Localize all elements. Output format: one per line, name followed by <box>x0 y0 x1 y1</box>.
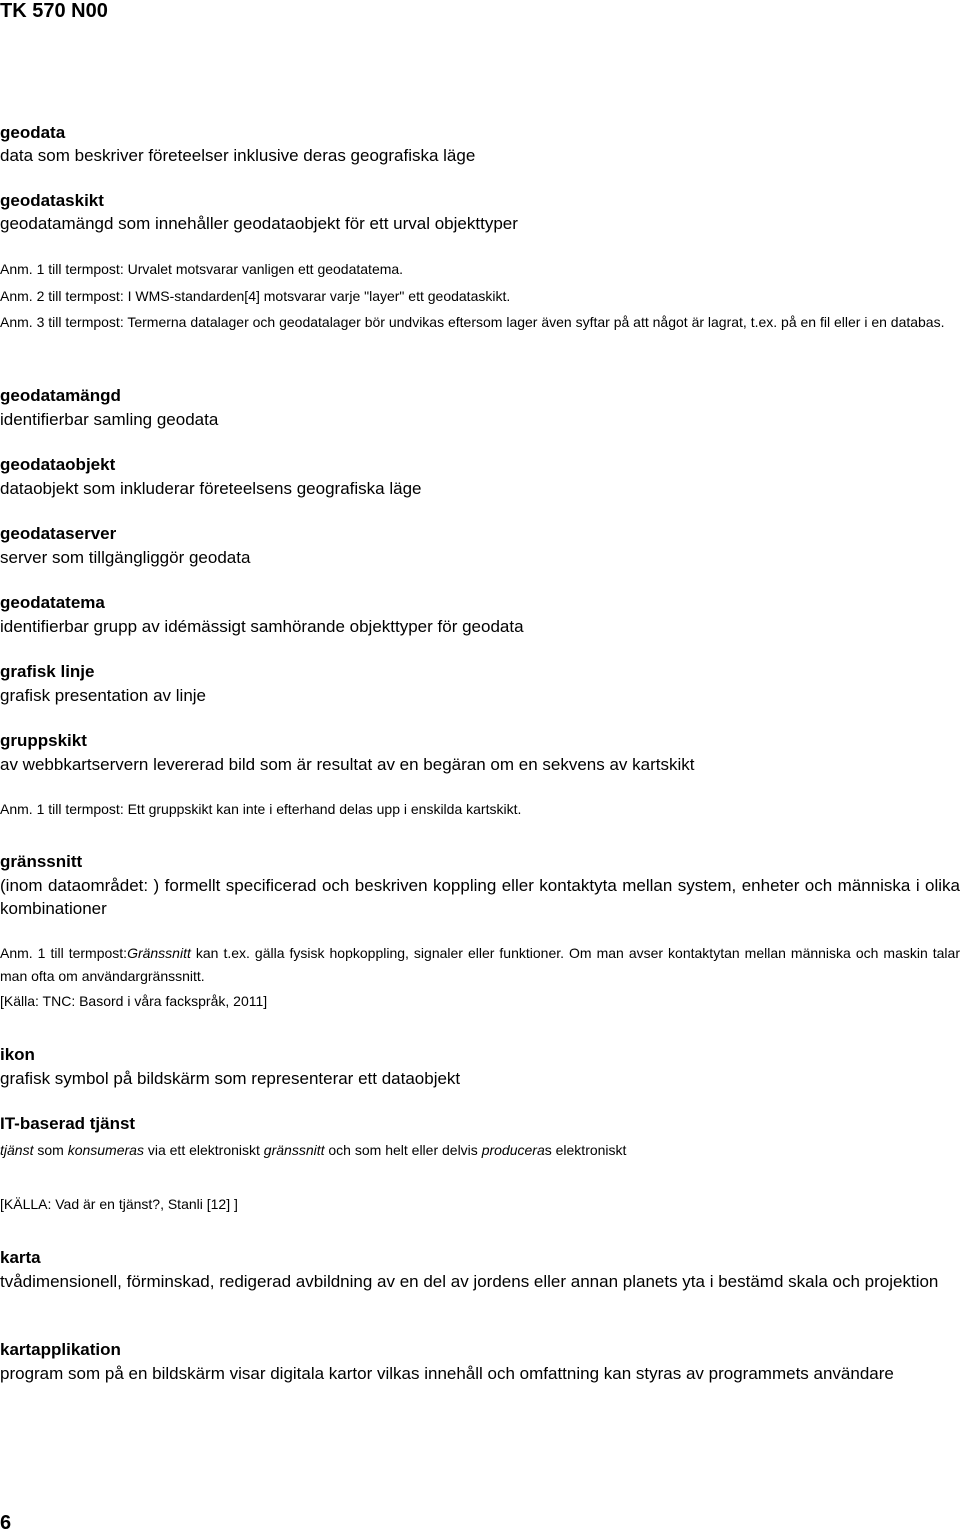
definition-grafisk-linje: grafisk presentation av linje <box>0 686 207 705</box>
definition-granssnitt: (inom dataområdet: ) formellt specificerad och beskriven koppling eller kontaktyta mellan system, enheter och människa i olika kombinationer <box>0 876 960 918</box>
document-header: TK 570 N00 <box>0 0 108 22</box>
term-kartapplikation: kartapplikation <box>0 1340 121 1359</box>
def-part-via: via ett elektroniskt <box>143 1142 264 1158</box>
def-part-och: och som helt eller delvis <box>324 1142 482 1158</box>
term-geodataskikt: geodataskikt <box>0 191 104 210</box>
note-granssnitt-1 <box>0 942 960 988</box>
def-part-producera: producera <box>481 1142 545 1158</box>
term-grafisk-linje: grafisk linje <box>0 662 95 681</box>
definition-geodatamangd: identifierbar samling geodata <box>0 410 219 429</box>
definition-geodataobjekt: dataobjekt som inkluderar företeelsens geografiska läge <box>0 479 422 498</box>
term-ikon: ikon <box>0 1045 35 1064</box>
note-granssnitt-rest: kan t.ex. gälla fysisk hopkoppling, signaler eller funktioner. Om man avser kontaktytan mellan människa och maskin talar man ofta om användargränssnitt. <box>0 945 960 984</box>
page-number: 6 <box>0 1512 12 1534</box>
definition-karta: tvådimensionell, förminskad, redigerad avbildning av en del av jordens eller annan planets yta i bestämd skala och projektion <box>0 1272 939 1291</box>
note-granssnitt-italic: Gränssnitt <box>127 945 191 961</box>
note-geodataskikt-3: Anm. 3 till termpost: Termerna datalager och geodatalager bör undvikas eftersom lager även syftar på att något är lagrat, t.ex. på en fil eller i en databas. <box>0 314 945 330</box>
definition-ikon: grafisk symbol på bildskärm som representerar ett dataobjekt <box>0 1069 461 1088</box>
note-gruppskikt-1: Anm. 1 till termpost: Ett gruppskikt kan inte i efterhand delas upp i enskilda kartskikt. <box>0 801 522 817</box>
definition-gruppskikt: av webbkartservern levererad bild som är resultat av en begäran om en sekvens av kartskikt <box>0 755 695 774</box>
def-part-tjanst: tjänst <box>0 1142 34 1158</box>
definition-geodata: data som beskriver företeelser inklusive deras geografiska läge <box>0 146 476 165</box>
def-part-konsumeras: konsumeras <box>67 1142 144 1158</box>
note-granssnitt-prefix: Anm. 1 till termpost: <box>0 945 128 961</box>
definition-kartapplikation: program som på en bildskärm visar digitala kartor vilkas innehåll och omfattning kan styras av programmets användare <box>0 1364 894 1383</box>
def-part-granssnitt: gränssnitt <box>263 1142 325 1158</box>
note-geodataskikt-1: Anm. 1 till termpost: Urvalet motsvarar vanligen ett geodatatema. <box>0 261 404 277</box>
def-part-som: som <box>33 1142 68 1158</box>
term-karta: karta <box>0 1248 41 1267</box>
term-geodataobjekt: geodataobjekt <box>0 455 116 474</box>
definition-geodataskikt: geodatamängd som innehåller geodataobjekt för ett urval objekttyper <box>0 214 518 233</box>
definition-it-baserad-tjanst <box>0 1139 960 1162</box>
term-geodata: geodata <box>0 123 66 142</box>
def-part-elektroniskt: s elektroniskt <box>544 1142 627 1158</box>
definition-geodataserver: server som tillgängliggör geodata <box>0 548 251 567</box>
source-granssnitt: [Källa: TNC: Basord i våra fackspråk, 2011] <box>0 993 268 1009</box>
source-it-baserad-tjanst: [KÄLLA: Vad är en tjänst?, Stanli [12] ] <box>0 1196 238 1212</box>
term-gruppskikt: gruppskikt <box>0 731 87 750</box>
note-geodataskikt-2: Anm. 2 till termpost: I WMS-standarden[4] motsvarar varje "layer" ett geodataskikt. <box>0 288 511 304</box>
term-geodatamangd: geodatamängd <box>0 386 121 405</box>
term-it-baserad-tjanst: IT-baserad tjänst <box>0 1114 136 1133</box>
definition-geodatatema: identifierbar grupp av idémässigt samhörande objekttyper för geodata <box>0 617 524 636</box>
term-granssnitt: gränssnitt <box>0 852 83 871</box>
term-geodataserver: geodataserver <box>0 524 117 543</box>
term-geodatatema: geodatatema <box>0 593 105 612</box>
